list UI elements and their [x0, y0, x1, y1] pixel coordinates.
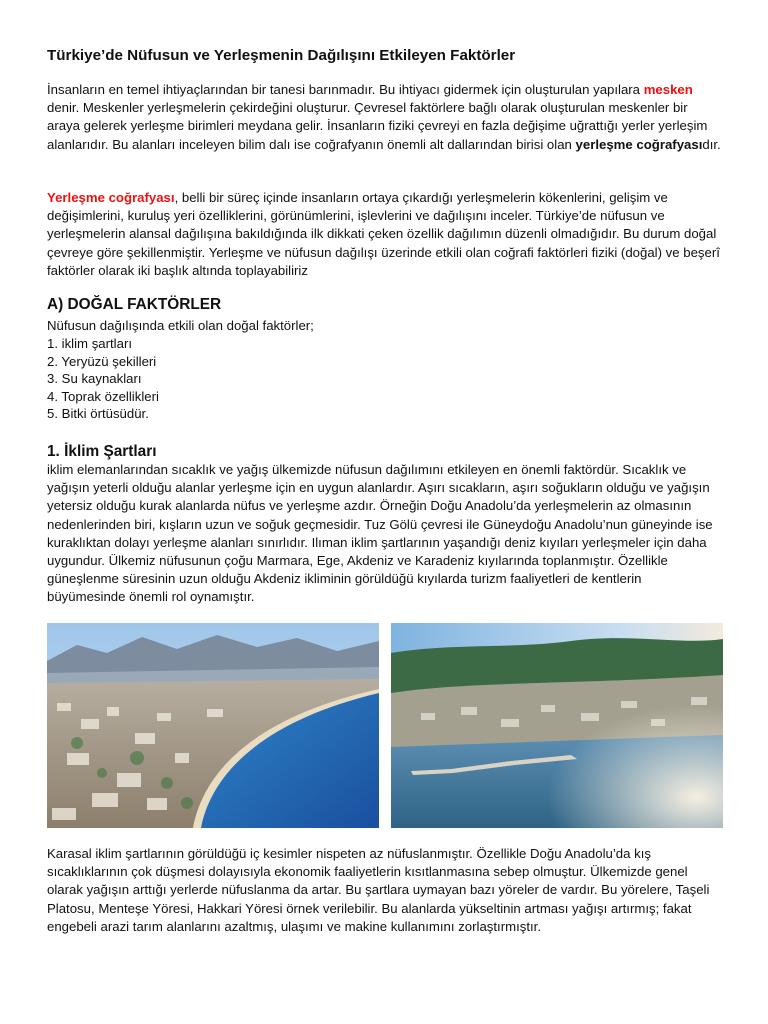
intro-paragraph-1: [47, 81, 723, 154]
list-item: 3. Su kaynakları: [47, 371, 142, 387]
list-item: 5. Bitki örtüsüdür.: [47, 406, 149, 422]
term-yerlesme-cografyasi-red: Yerleşme coğrafyası: [47, 190, 175, 205]
intro-text-b: denir. Meskenler yerleşmelerin çekirdeğini oluşturur. Çevresel faktörlere bağlı olarak oluşturulan meskenler bir araya gelerek yerleşme birimleri meydana gelir. İnsanların fiziki çevreyi en fazla değişime uğrattığı yerler yerleşim alanlarıdır. Bu alanları inceleyen bilim dalı ise coğrafyanın önemli alt dallarından birisi olan: [47, 100, 708, 152]
coastal-city-photo-right: [391, 623, 723, 828]
term-mesken: mesken: [643, 82, 693, 97]
intro-text-2: , belli bir süreç içinde insanların ortaya çıkardığı yerleşmelerin kökenlerini, gelişim ve değişimlerini, kuruluş yeri özelliklerini, görünümlerini, işlevlerini ve dağılışını inceler. Türkiye’de nüfusun ve yerleşmelerin alansal dağılışına bakıldığında ilk dikkati çeken özellik dağılımın düzenli olmadığıdır. Bu durum doğal çevreye göre şekillenmiştir. Yerleşme ve nüfusun dağılışı üzerinde etkili olan coğrafi faktörleri fiziki (doğal) ve beşerî faktörler olarak iki başlık altında toplayabiliriz: [47, 190, 720, 278]
intro-paragraph-2: [47, 189, 723, 280]
natural-factors-list: [47, 335, 159, 423]
page-title: Türkiye’de Nüfusun ve Yerleşmenin Dağılışını Etkileyen Faktörler: [47, 47, 516, 64]
section-1-heading: 1. İklim Şartları: [47, 443, 157, 460]
coastal-city-photo-left: [47, 623, 379, 828]
intro-text-a: İnsanların en temel ihtiyaçlarından bir tanesi barınmadır. Bu ihtiyacı gidermek için oluşturulan yapılara: [47, 82, 644, 97]
intro-text-c: dır.: [702, 136, 721, 152]
list-item: 2. Yeryüzü şekilleri: [47, 353, 157, 369]
section-a-heading: A) DOĞAL FAKTÖRLER: [47, 296, 222, 313]
climate-paragraph-continued: Karasal iklim şartlarının görüldüğü iç kesimler nispeten az nüfuslanmıştır. Özellikle Doğu Anadolu’da kış sıcaklıklarının çok düşmesi dolayısıyla ekonomik faaliyetlerin kısıtlanmasına sebep olmuştur. Ülkemizde genel olarak yağışın arttığı yerlerde nüfuslanma da artar. Bu şartlara uymayan bazı yöreler de vardır. Bu yörelere, Taşeli Platosu, Menteşe Yöresi, Hakkari Yöresi örnek verilebilir. Bu alanlarda yükseltinin artması yağışı artırmış; fakat engebeli arazi tarım alanlarını azaltmış, ulaşımı ve makine kullanımını zorlaştırmıştır.: [47, 846, 710, 934]
climate-paragraph: iklim elemanlarından sıcaklık ve yağış ülkemizde nüfusun dağılımını etkileyen en önemli faktördür. Sıcaklık ve yağışın yeterli olduğu alanlar yerleşme için en uygun alanlardır. Aşırı sıcakların, aşırı soğukların olduğu ve yağışın yetersiz olduğu kurak alanlarda nüfus ve yerleşme azdır. Örneğin Doğu Anadolu’da yerleşmelerin az olmasının nedenlerinden biri, kışların uzun ve soğuk geçmesidir. Tuz Gölü çevresi ile Güneydoğu Anadolu’nun güneyinde ise kuraklıktan dolayı yerleşme alanları sınırlıdır. Ilıman iklim şartlarının yaşandığı deniz kıyıları yerleşmeler için daha uygundur. Ülkemiz nüfusunun çoğu Marmara, Ege, Akdeniz ve Karadeniz kıyılarında toplanmıştır. Özellikle güneşlenme süresinin uzun olduğu Akdeniz ikliminin görüldüğü kıyılarda turizm faaliyetleri de kentlerin büyümesinde önemli rol oynamıştır.: [47, 462, 713, 605]
list-item: 4. Toprak özellikleri: [47, 388, 159, 404]
list-item: 1. iklim şartları: [47, 336, 132, 351]
section-a-lead: Nüfusun dağılışında etkili olan doğal faktörler;: [47, 318, 314, 333]
term-yerlesme-cografyasi: yerleşme coğrafyası: [575, 136, 703, 152]
